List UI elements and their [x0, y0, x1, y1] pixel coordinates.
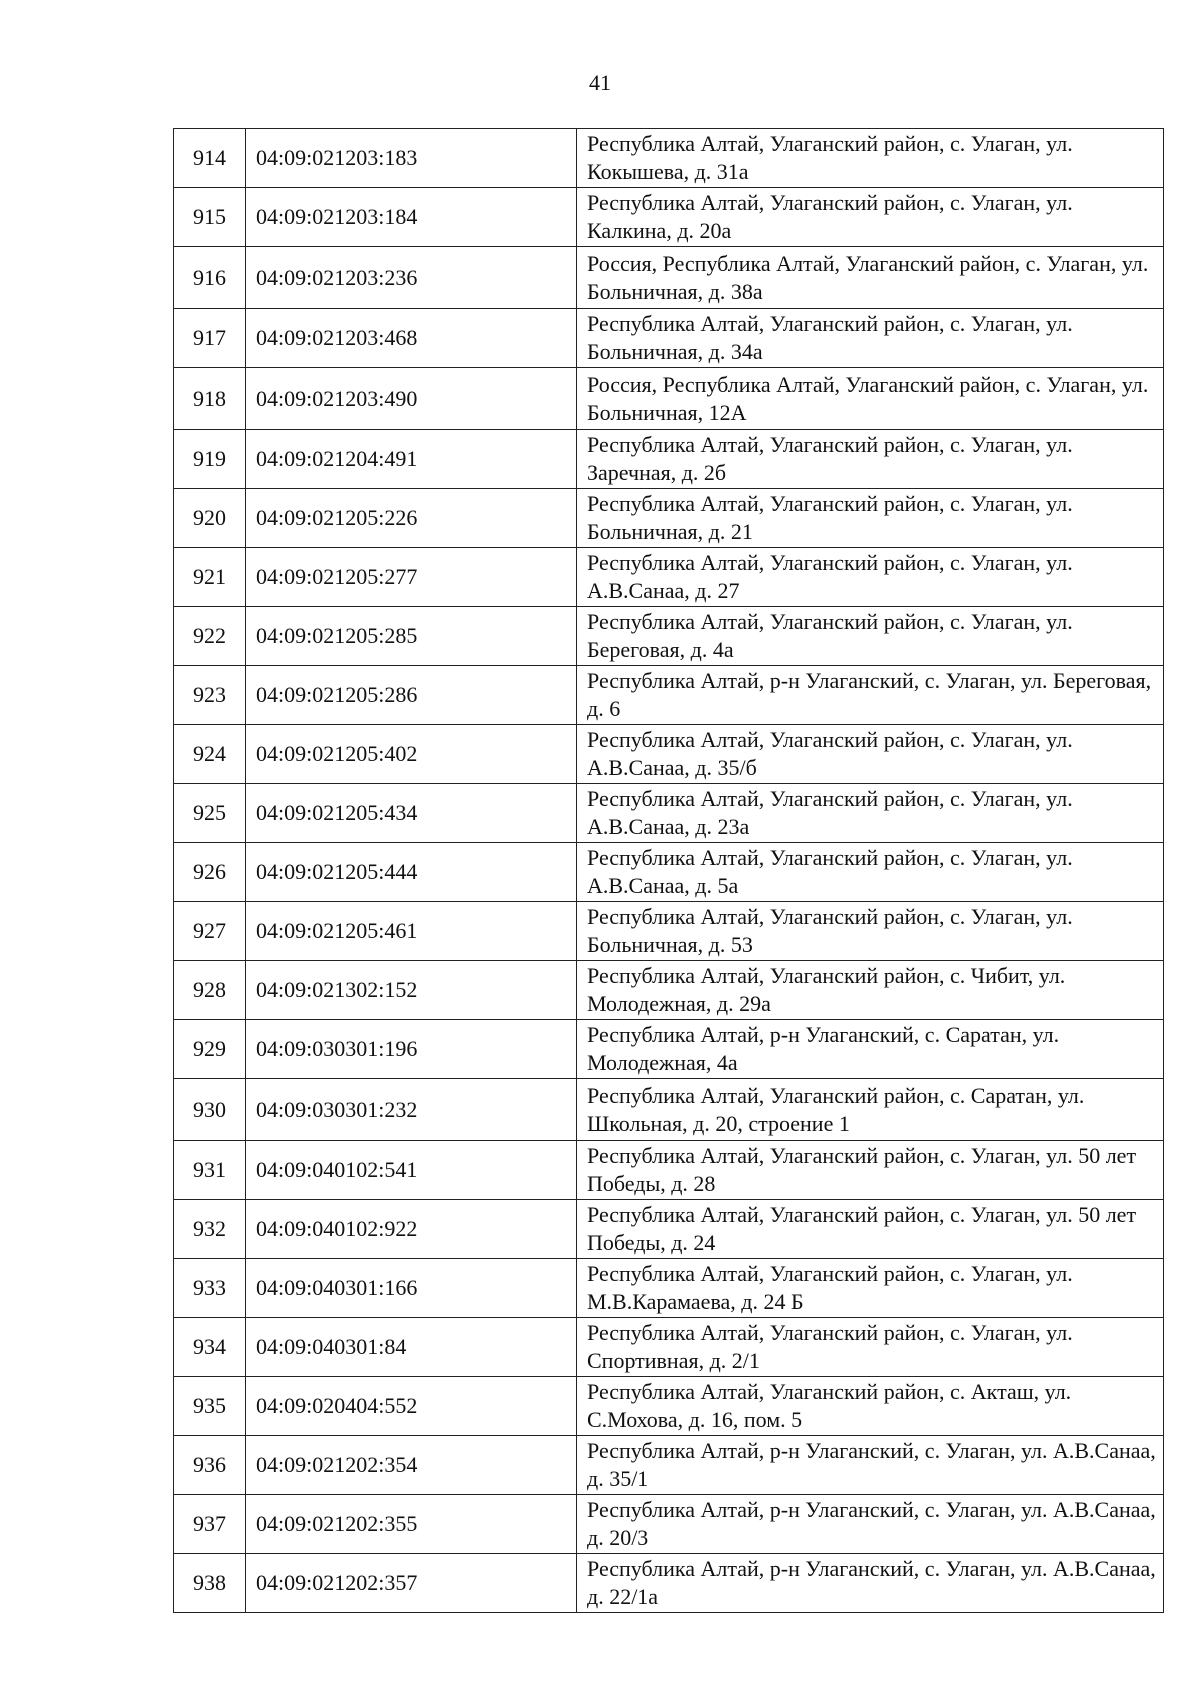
row-number: 924	[174, 725, 246, 784]
table-row	[174, 607, 1164, 666]
table-row	[174, 129, 1164, 188]
row-number: 914	[174, 129, 246, 188]
table-row	[174, 309, 1164, 368]
cadastral-number: 04:09:021205:461	[246, 902, 577, 961]
row-number: 922	[174, 607, 246, 666]
address: Республика Алтай, Улаганский район, с. Улаган, ул. Больничная, д. 53	[577, 902, 1164, 961]
cadastral-number: 04:09:021203:183	[246, 129, 577, 188]
row-number: 923	[174, 666, 246, 725]
address: Республика Алтай, Улаганский район, с. Улаган, ул. А.В.Санаа, д. 35/б	[577, 725, 1164, 784]
address: Республика Алтай, р-н Улаганский, с. Улаган, ул. А.В.Санаа, д. 35/1	[577, 1436, 1164, 1495]
cadastral-number: 04:09:021203:490	[246, 368, 577, 430]
table-row	[174, 489, 1164, 548]
cadastral-number: 04:09:030301:196	[246, 1020, 577, 1079]
row-number: 935	[174, 1377, 246, 1436]
table-row	[174, 247, 1164, 309]
cadastral-number: 04:09:030301:232	[246, 1079, 577, 1141]
address: Республика Алтай, Улаганский район, с. Улаган, ул. Береговая, д. 4а	[577, 607, 1164, 666]
cadastral-number: 04:09:021205:286	[246, 666, 577, 725]
table-row	[174, 1200, 1164, 1259]
cadastral-number: 04:09:021203:236	[246, 247, 577, 309]
address: Республика Алтай, Улаганский район, с. Улаган, ул. Больничная, д. 21	[577, 489, 1164, 548]
row-number: 919	[174, 430, 246, 489]
address: Республика Алтай, Улаганский район, с. Улаган, ул. 50 лет Победы, д. 24	[577, 1200, 1164, 1259]
cadastral-number: 04:09:021205:444	[246, 843, 577, 902]
cadastral-number: 04:09:040102:541	[246, 1141, 577, 1200]
table-row	[174, 1079, 1164, 1141]
row-number: 936	[174, 1436, 246, 1495]
registry-table-body	[174, 129, 1164, 1613]
row-number: 929	[174, 1020, 246, 1079]
table-row	[174, 188, 1164, 247]
table-row	[174, 961, 1164, 1020]
table-row	[174, 1318, 1164, 1377]
table-row	[174, 725, 1164, 784]
cadastral-number: 04:09:021203:468	[246, 309, 577, 368]
address: Республика Алтай, Улаганский район, с. Улаган, ул. 50 лет Победы, д. 28	[577, 1141, 1164, 1200]
row-number: 938	[174, 1554, 246, 1613]
row-number: 926	[174, 843, 246, 902]
address: Республика Алтай, р-н Улаганский, с. Улаган, ул. А.В.Санаа, д. 20/3	[577, 1495, 1164, 1554]
table-row	[174, 1141, 1164, 1200]
row-number: 925	[174, 784, 246, 843]
row-number: 918	[174, 368, 246, 430]
cadastral-number: 04:09:021205:277	[246, 548, 577, 607]
address: Республика Алтай, Улаганский район, с. Саратан, ул. Школьная, д. 20, строение 1	[577, 1079, 1164, 1141]
cadastral-number: 04:09:021302:152	[246, 961, 577, 1020]
row-number: 927	[174, 902, 246, 961]
cadastral-number: 04:09:021202:357	[246, 1554, 577, 1613]
address: Республика Алтай, Улаганский район, с. Улаган, ул. Заречная, д. 2б	[577, 430, 1164, 489]
table-row	[174, 784, 1164, 843]
row-number: 916	[174, 247, 246, 309]
table-row	[174, 1495, 1164, 1554]
row-number: 930	[174, 1079, 246, 1141]
cadastral-number: 04:09:040102:922	[246, 1200, 577, 1259]
cadastral-number: 04:09:021205:226	[246, 489, 577, 548]
page-number: 41	[589, 70, 611, 95]
registry-table	[173, 128, 1164, 1613]
row-number: 920	[174, 489, 246, 548]
row-number: 931	[174, 1141, 246, 1200]
cadastral-number: 04:09:021202:354	[246, 1436, 577, 1495]
address: Республика Алтай, р-н Улаганский, с. Улаган, ул. Береговая, д. 6	[577, 666, 1164, 725]
table-row	[174, 902, 1164, 961]
cadastral-number: 04:09:021203:184	[246, 188, 577, 247]
cadastral-number: 04:09:021202:355	[246, 1495, 577, 1554]
address: Республика Алтай, Улаганский район, с. Акташ, ул. С.Мохова, д. 16, пом. 5	[577, 1377, 1164, 1436]
table-row	[174, 368, 1164, 430]
address: Республика Алтай, Улаганский район, с. Улаган, ул. А.В.Санаа, д. 27	[577, 548, 1164, 607]
cadastral-number: 04:09:021204:491	[246, 430, 577, 489]
row-number: 937	[174, 1495, 246, 1554]
row-number: 932	[174, 1200, 246, 1259]
table-row	[174, 1554, 1164, 1613]
address: Республика Алтай, Улаганский район, с. Чибит, ул. Молодежная, д. 29а	[577, 961, 1164, 1020]
cadastral-number: 04:09:021205:285	[246, 607, 577, 666]
address: Республика Алтай, Улаганский район, с. Улаган, ул. Кокышева, д. 31а	[577, 129, 1164, 188]
cadastral-number: 04:09:040301:166	[246, 1259, 577, 1318]
cadastral-number: 04:09:021205:402	[246, 725, 577, 784]
row-number: 921	[174, 548, 246, 607]
row-number: 915	[174, 188, 246, 247]
table-row	[174, 666, 1164, 725]
table-row	[174, 843, 1164, 902]
address: Республика Алтай, Улаганский район, с. Улаган, ул. М.В.Карамаева, д. 24 Б	[577, 1259, 1164, 1318]
address: Республика Алтай, Улаганский район, с. Улаган, ул. А.В.Санаа, д. 23а	[577, 784, 1164, 843]
table-row	[174, 430, 1164, 489]
address: Республика Алтай, Улаганский район, с. Улаган, ул. Калкина, д. 20а	[577, 188, 1164, 247]
address: Республика Алтай, р-н Улаганский, с. Улаган, ул. А.В.Санаа, д. 22/1а	[577, 1554, 1164, 1613]
cadastral-number: 04:09:020404:552	[246, 1377, 577, 1436]
address: Республика Алтай, р-н Улаганский, с. Саратан, ул. Молодежная, 4а	[577, 1020, 1164, 1079]
row-number: 934	[174, 1318, 246, 1377]
row-number: 933	[174, 1259, 246, 1318]
cadastral-number: 04:09:040301:84	[246, 1318, 577, 1377]
address: Республика Алтай, Улаганский район, с. Улаган, ул. Спортивная, д. 2/1	[577, 1318, 1164, 1377]
row-number: 928	[174, 961, 246, 1020]
table-row	[174, 548, 1164, 607]
table-row	[174, 1020, 1164, 1079]
address: Россия, Республика Алтай, Улаганский район, с. Улаган, ул. Больничная, д. 38а	[577, 247, 1164, 309]
table-row	[174, 1436, 1164, 1495]
cadastral-number: 04:09:021205:434	[246, 784, 577, 843]
row-number: 917	[174, 309, 246, 368]
table-row	[174, 1259, 1164, 1318]
address: Республика Алтай, Улаганский район, с. Улаган, ул. А.В.Санаа, д. 5а	[577, 843, 1164, 902]
table-row	[174, 1377, 1164, 1436]
address: Россия, Республика Алтай, Улаганский район, с. Улаган, ул. Больничная, 12А	[577, 368, 1164, 430]
address: Республика Алтай, Улаганский район, с. Улаган, ул. Больничная, д. 34а	[577, 309, 1164, 368]
